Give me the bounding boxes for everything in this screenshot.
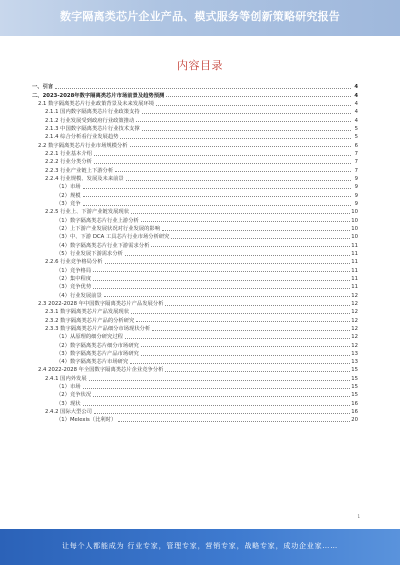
dot-leader	[125, 255, 350, 256]
toc-entry-label: （3）中、下游 DCA 工具芯片行业市场分析研究	[56, 234, 170, 241]
dot-leader	[83, 388, 351, 389]
report-title: 数字隔离类芯片企业产品、模式服务等创新策略研究报告	[60, 10, 340, 23]
toc-heading: 内容目录	[177, 59, 223, 72]
toc-entry-label: （1）数字隔离类芯片行业上游分析	[56, 217, 139, 224]
dot-leader	[142, 130, 351, 131]
dot-leader	[93, 396, 350, 397]
toc-entry-page: 9	[354, 175, 358, 182]
toc-entry[interactable]	[32, 190, 358, 198]
toc-entry-page: 16	[351, 400, 358, 407]
toc-entry[interactable]	[32, 324, 358, 332]
toc-entry-page: 11	[351, 284, 358, 291]
toc-entry[interactable]	[32, 307, 358, 315]
toc-entry-page: 20	[351, 417, 358, 424]
toc-entry-page: 4	[354, 92, 358, 99]
dot-leader	[83, 196, 351, 197]
toc-entry[interactable]	[32, 215, 358, 223]
dot-leader	[115, 171, 351, 172]
toc-entry-label: 2.2.3 行业产业链上下游分析	[45, 167, 114, 174]
toc-entry-page: 6	[354, 142, 358, 149]
toc-entry-label: （2）竞争状况	[56, 392, 92, 399]
dot-leader	[120, 138, 351, 139]
dot-leader	[83, 405, 351, 406]
toc-entry-page: 15	[351, 375, 358, 382]
toc-entry-label: 2.2.4 行业规模、发展及未来前景	[45, 175, 124, 182]
dot-leader	[83, 205, 351, 206]
toc-entry-page: 12	[351, 309, 358, 316]
dot-leader	[165, 305, 350, 306]
toc-entry-page: 11	[351, 250, 358, 257]
toc-entry-page: 11	[351, 267, 358, 274]
toc-entry-page: 10	[351, 217, 358, 224]
toc-entry-label: 二、2023-2028年数字隔离类芯片市场前景及趋势预测	[32, 92, 165, 99]
dot-leader	[118, 421, 350, 422]
dot-leader	[126, 180, 351, 181]
toc-entry-page: 10	[351, 209, 358, 216]
toc-entry[interactable]	[32, 157, 358, 165]
toc-entry[interactable]	[32, 407, 358, 415]
toc-entry-label: 2.4 2022-2028 年全国数字隔离类芯片企业竞争分析	[38, 367, 164, 374]
dot-leader	[105, 263, 351, 264]
page-number: 1	[357, 514, 360, 519]
toc-entry-page: 13	[351, 350, 358, 357]
dot-leader	[83, 188, 351, 189]
toc-entry-label: （2）规模	[56, 192, 81, 199]
toc-entry-page: 9	[354, 192, 358, 199]
toc-entry-label: 2.3 2022-2028 年中国数字隔离类芯片产品发展分析	[38, 300, 164, 307]
toc-entry-page: 12	[351, 317, 358, 324]
toc-entry-label: 2.1.4 综合分析看行业发展趋势	[45, 134, 119, 141]
toc-entry[interactable]	[32, 274, 358, 282]
toc-entry-label: 2.4.1 国内外发展	[45, 375, 87, 382]
toc-entry-label: （1）市场	[56, 184, 81, 191]
toc-entry[interactable]	[32, 207, 358, 215]
toc-entry-label: （1）从原理的细分研究过程	[56, 334, 123, 341]
dot-leader	[93, 271, 350, 272]
dot-leader	[94, 163, 351, 164]
toc-entry[interactable]	[32, 174, 358, 182]
toc-entry[interactable]	[32, 182, 358, 190]
toc-entry[interactable]	[32, 257, 358, 265]
toc-entry-page: 13	[351, 359, 358, 366]
toc-entry-label: 2.4.2 国际大型公司	[45, 409, 92, 416]
dot-leader	[156, 105, 351, 106]
toc-entry-label: （4）数字隔离类芯片行业下游需求分析	[56, 242, 150, 249]
dot-leader	[152, 330, 350, 331]
toc-entry-page: 4	[354, 117, 358, 124]
header-banner	[0, 0, 400, 36]
dot-leader	[55, 88, 351, 89]
toc-entry-page: 7	[354, 167, 358, 174]
dot-leader	[93, 288, 350, 289]
toc-entry[interactable]	[32, 315, 358, 323]
toc-entry[interactable]	[32, 398, 358, 406]
dot-leader	[125, 338, 350, 339]
dot-leader	[130, 363, 350, 364]
toc-entry-page: 15	[351, 367, 358, 374]
toc-entry[interactable]	[32, 357, 358, 365]
toc-entry-label: （3）竞争优势	[56, 284, 92, 291]
toc-entry-page: 4	[354, 100, 358, 107]
dot-leader	[93, 280, 350, 281]
dot-leader	[141, 355, 350, 356]
toc-entry-page: 11	[351, 242, 358, 249]
toc-entry-label: 2.3.2 数字隔离类芯片产品的分析研究	[45, 317, 135, 324]
toc-entry-label: （2）集中程度	[56, 275, 92, 282]
toc-entry-page: 12	[351, 325, 358, 332]
toc-entry[interactable]	[32, 99, 358, 107]
toc-entry[interactable]	[32, 299, 358, 307]
toc-entry-label: （5）行业发展下游需求分析	[56, 250, 123, 257]
table-of-contents	[32, 82, 358, 423]
toc-entry[interactable]	[32, 349, 358, 357]
dot-leader	[131, 313, 350, 314]
dot-leader	[94, 155, 351, 156]
toc-entry[interactable]	[32, 140, 358, 148]
toc-entry-page: 12	[351, 292, 358, 299]
toc-entry-label: （1）Melexis（比利时）	[56, 417, 117, 424]
toc-entry[interactable]	[32, 107, 358, 115]
toc-entry[interactable]	[32, 82, 358, 90]
toc-entry-page: 12	[351, 300, 358, 307]
dot-leader	[136, 121, 351, 122]
toc-entry-label: （3）竞争	[56, 200, 81, 207]
toc-entry[interactable]	[32, 132, 358, 140]
toc-entry-label: 2.2.6 行业竞争格局分析	[45, 259, 103, 266]
toc-entry-page: 5	[354, 125, 358, 132]
toc-entry[interactable]	[32, 390, 358, 398]
toc-entry-page: 10	[351, 225, 358, 232]
toc-entry-page: 7	[354, 150, 358, 157]
toc-entry[interactable]	[32, 290, 358, 298]
toc-entry-page: 9	[354, 184, 358, 191]
toc-entry[interactable]	[32, 332, 358, 340]
dot-leader	[151, 246, 350, 247]
toc-entry-label: （1）市场	[56, 384, 81, 391]
dot-leader	[131, 213, 350, 214]
toc-entry[interactable]	[32, 115, 358, 123]
dot-leader	[165, 371, 350, 372]
toc-entry-page: 10	[351, 234, 358, 241]
toc-entry-page: 5	[354, 134, 358, 141]
toc-entry-label: 2.1.2 行业发展受到政府行业政策推动	[45, 117, 135, 124]
toc-entry-label: （3）现状	[56, 400, 81, 407]
toc-entry[interactable]	[32, 240, 358, 248]
dot-leader	[162, 230, 350, 231]
toc-entry[interactable]	[32, 165, 358, 173]
toc-entry-page: 15	[351, 384, 358, 391]
toc-entry-page: 4	[354, 84, 358, 91]
toc-entry-page: 15	[351, 392, 358, 399]
toc-entry-label: 2.1.3 中国数字隔离类芯片行业技术支撑	[45, 125, 140, 132]
footer-slogan: 让每个人都能成为 行业专家，管理专家，营销专家，战略专家，成功企业家……	[61, 542, 339, 550]
dot-leader	[136, 321, 350, 322]
toc-entry[interactable]	[32, 232, 358, 240]
toc-entry-label: 2.2.5 行业上、下游产业链发展现状	[45, 209, 130, 216]
toc-entry-page: 9	[354, 200, 358, 207]
toc-entry-label: 2.3.1 数字隔离类芯片产品发展现状	[45, 309, 130, 316]
toc-entry-label: （4）行业发展前景	[56, 292, 102, 299]
toc-entry[interactable]	[32, 249, 358, 257]
toc-entry[interactable]	[32, 265, 358, 273]
dot-leader	[89, 380, 351, 381]
toc-entry[interactable]	[32, 199, 358, 207]
footer-banner	[0, 529, 400, 565]
toc-entry-label: 2.2.1 行业基本介绍	[45, 150, 92, 157]
toc-entry[interactable]	[32, 282, 358, 290]
toc-entry-label: （2）数字隔离类芯片细分市场研究	[56, 342, 139, 349]
toc-entry[interactable]	[32, 149, 358, 157]
toc-entry[interactable]	[32, 90, 358, 98]
toc-entry-label: 2.1.1 国内数字隔离类芯片行业政策支持	[45, 109, 140, 116]
toc-entry[interactable]	[32, 340, 358, 348]
dot-leader	[142, 113, 351, 114]
dot-leader	[94, 413, 350, 414]
toc-entry[interactable]	[32, 373, 358, 381]
toc-entry-page: 11	[351, 259, 358, 266]
toc-entry-label: 2.2.2 行业分类分析	[45, 159, 92, 166]
toc-entry-label: 2.3.3 数字隔离类芯片产品细分市场现状分析	[45, 325, 151, 332]
toc-entry-page: 12	[351, 342, 358, 349]
toc-entry-label: （4）数字隔离类芯片市场研究	[56, 359, 129, 366]
toc-entry[interactable]	[32, 415, 358, 423]
dot-leader	[141, 221, 350, 222]
toc-entry-page: 16	[351, 409, 358, 416]
toc-entry-page: 11	[351, 275, 358, 282]
toc-entry[interactable]	[32, 365, 358, 373]
toc-entry[interactable]	[32, 382, 358, 390]
toc-entry-page: 12	[351, 334, 358, 341]
dot-leader	[166, 96, 351, 97]
toc-entry-label: 2.1 数字隔离类芯片行业政策背景及未来发展环境	[38, 100, 155, 107]
dot-leader	[130, 146, 351, 147]
toc-entry[interactable]	[32, 224, 358, 232]
toc-entry-label: （3）数字隔离类芯片产品市场研究	[56, 350, 139, 357]
dot-leader	[141, 346, 350, 347]
toc-entry[interactable]	[32, 124, 358, 132]
toc-entry-label: （2）上下游产业发展状况对行业发展的影响	[56, 225, 161, 232]
toc-entry-page: 7	[354, 159, 358, 166]
toc-entry-label: 2.2 数字隔离类芯片行业市场规模分析	[38, 142, 128, 149]
toc-entry-label: （1）竞争格局	[56, 267, 92, 274]
toc-entry-page: 4	[354, 109, 358, 116]
dot-leader	[104, 296, 351, 297]
toc-entry-label: 一、引言	[32, 84, 54, 91]
dot-leader	[171, 238, 350, 239]
